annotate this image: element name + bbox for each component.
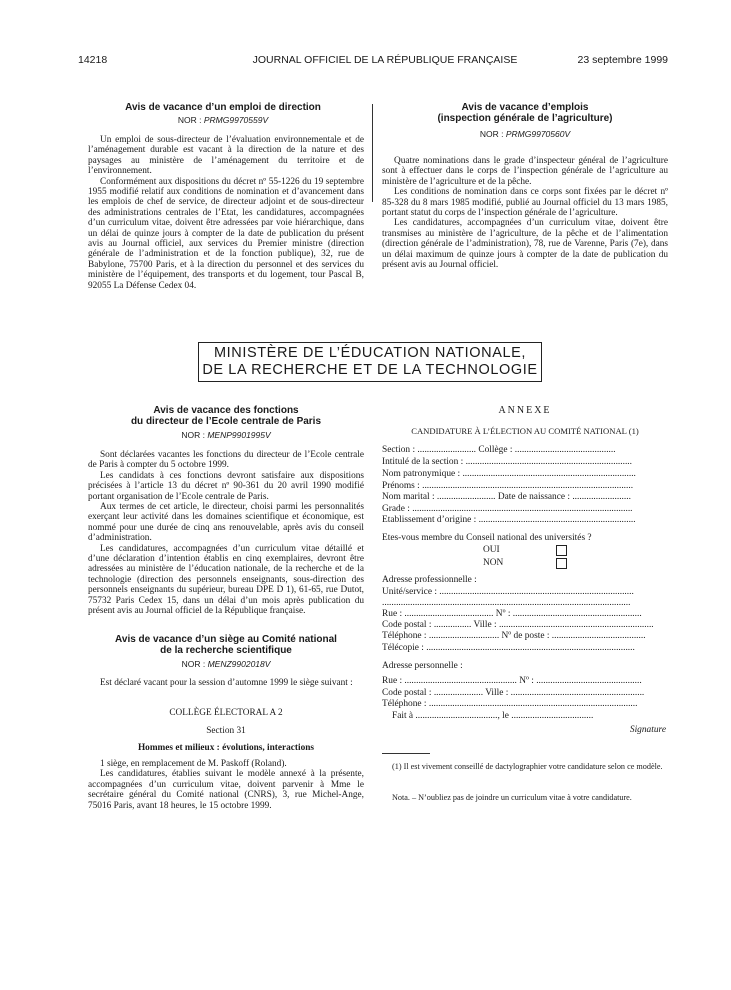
avis4-nor: NOR : MENZ9902018V <box>181 659 271 669</box>
avis2-paragraph: Quatre nominations dans le grade d’inspecteur général de l’agriculture sont à effectuer dans le corps de l’inspection générale de l’agriculture au ministère de l’agriculture et de la pêche. <box>382 156 668 187</box>
journal-title: JOURNAL OFFICIEL DE LA RÉPUBLIQUE FRANÇAISE <box>252 54 518 66</box>
avis3-paragraph: Les candidatures, accompagnées d’un curriculum vitae détaillé et d’une déclaration d’intention établis en cinq exemplaires, devront être adressées au ministère de l’éducation nationale, de la recherche et de la technologie (direction des personnels enseignants, sous-direction des personnels enseignants du supérieur, bureau DPE D 1), 61-65, rue Dutot, 75732 Paris Cedex 15, dans un délai d’un mois après publication du présent avis au Journal officiel de la République française. <box>88 543 364 617</box>
avis3-paragraph: Sont déclarées vacantes les fonctions du directeur de l’Ecole centrale de Paris à compter du 5 octobre 1999. <box>88 450 364 471</box>
avis3-paragraph: Aux termes de cet article, le directeur, choisi parmi les personnalités exerçant leur activité dans les domaines scientifique et économique, est nommé pour une durée de cinq ans renouvelable, après avis du conseil d’administration. <box>88 502 364 544</box>
avis4-body <box>88 759 364 811</box>
avis4-nor-code: MENZ9902018V <box>207 659 271 669</box>
form-row-fait[interactable]: Fait à ..................................., le ................................... <box>392 711 594 721</box>
avis4-title: Avis de vacance d’un siège au Comité national de la recherche scientifique <box>115 634 337 656</box>
oui-checkbox[interactable] <box>556 545 567 556</box>
non-label: NON <box>483 558 504 568</box>
avis4-section: Section 31 <box>206 726 246 736</box>
avis2-body <box>382 156 668 270</box>
cnu-question: Etes-vous membre du Conseil national des universités ? <box>382 533 592 543</box>
avis1-nor: NOR : PRMG9970559V <box>177 115 269 125</box>
form-row-grade[interactable]: Grade : .............................................................................................. <box>382 504 633 514</box>
avis1-paragraph: Conformément aux dispositions du décret nº 55-1226 du 19 septembre 1955 modifié relatif aux conditions de nomination et d’avancement dans les emplois de chef de service, de directeur adjoint et de sous-directeur des administrations centrales de l’Etat, les candidatures, accompagnées d’un curriculum vitae, doivent être adressées par voie hiérarchique, dans un délai de quinze jours à compter de la date de publication du présent avis au Journal officiel, aux services du Premier ministre (direction générale de l’administration et de la fonction publique), 32, rue de Babylone, 75700 Paris, et à la direction du personnel et des services du ministère de l’équipement, des transports et du logement, tour Pascal B, 92055 La Défense Cedex 04. <box>88 176 364 291</box>
avis3-nor-code: MENP9901995V <box>207 430 271 440</box>
form-row-prenoms[interactable]: Prénoms : .......................................................................................... <box>382 481 634 491</box>
signature-label: Signature <box>629 725 666 735</box>
avis3-title: Avis de vacance des fonctions du directeur de l’Ecole centrale de Paris <box>130 405 322 427</box>
avis1-title: Avis de vacance d’un emploi de direction <box>125 102 321 113</box>
avis4-paragraph: 1 siège, en remplacement de M. Paskoff (Roland). <box>100 759 287 769</box>
avis2-title: Avis de vacance d’emplois (inspection générale de l’agriculture) <box>437 102 613 124</box>
annexe-title: ANNEXE <box>498 405 552 416</box>
form-row-pro-code-postal[interactable]: Code postal : ................ Ville : .................................................................. <box>382 620 654 630</box>
form-row-pro-telephone[interactable]: Téléphone : .............................. Nº de poste : ........................................ <box>382 631 646 641</box>
ministry-heading-box <box>198 342 542 382</box>
avis4-college: COLLÈGE ÉLECTORAL A 2 <box>169 708 283 718</box>
non-checkbox[interactable] <box>556 558 567 569</box>
avis4-intro: Est déclaré vacant pour la session d’automne 1999 le siège suivant : <box>100 678 353 688</box>
form-row-perso-rue[interactable]: Rue : ................................................ Nº : ............................................. <box>382 676 642 686</box>
column-divider <box>372 104 373 202</box>
annexe-subtitle: CANDIDATURE À L’ÉLECTION AU COMITÉ NATIONAL (1) <box>411 426 639 436</box>
avis3-body <box>88 450 364 617</box>
avis2-nor-code: PRMG9970560V <box>505 129 571 139</box>
form-row-intitule[interactable]: Intitulé de la section : ....................................................................... <box>382 457 632 467</box>
page-number: 14218 <box>78 54 108 66</box>
avis3-paragraph: Les candidats à ces fonctions devront satisfaire aux dispositions précisées à l’article 13 du décret nº 90-361 du 20 avril 1990 modifié portant organisation de l’Ecole centrale de Paris. <box>88 470 364 502</box>
footnote-rule <box>382 753 430 754</box>
avis2-paragraph: Les candidatures, accompagnées d’un curriculum vitae, doivent être transmises au ministère de l’agriculture, de la pêche et de l’alimentation (direction générale de l’administration), 78, rue de Varenne, Paris (7e), dans un délai maximum de quinze jours à compter de la date de publication du présent avis au Journal officiel. <box>382 218 668 271</box>
form-row-perso-telephone[interactable]: Téléphone : ......................................................................................... <box>382 699 638 709</box>
form-row-unite-cont[interactable]: .......................................................................................................... <box>382 598 631 608</box>
nota: Nota. – N’oubliez pas de joindre un curriculum vitae à votre candidature. <box>392 793 632 802</box>
avis3-nor: NOR : MENP9901995V <box>181 430 271 440</box>
avis4-paragraph: Les candidatures, établies suivant le modèle annexé à la présente, accompagnées d’un curriculum vitae, doivent parvenir à Mme le secrétaire général du Comité national (CNRS), 3, rue Michel-Ange, 75016 Paris, avant 18 heures, le 15 octobre 1999. <box>88 769 364 811</box>
form-row-nom[interactable]: Nom patronymique : .......................................................................... <box>382 469 636 479</box>
form-row-unite[interactable]: Unité/service : ................................................................................... <box>382 587 634 597</box>
perso-address-title: Adresse personnelle : <box>382 661 463 671</box>
form-row-pro-rue[interactable]: Rue : ...................................... Nº : ....................................................... <box>382 609 642 619</box>
avis2-nor: NOR : PRMG9970560V <box>479 129 571 139</box>
oui-label: OUI <box>483 545 500 555</box>
avis2-paragraph: Les conditions de nomination dans ce corps sont fixées par le décret nº 85-328 du 8 mars 1985 modifié, publié au Journal officiel du 13 mars 1985, portant statut du corps de l’inspection générale de l’agriculture. <box>382 187 668 219</box>
ministry-line1: MINISTÈRE DE L’ÉDUCATION NATIONALE, <box>213 345 527 361</box>
footnote: (1) Il est vivement conseillé de dactylographier votre candidature selon ce modèle. <box>392 762 663 771</box>
avis1-body <box>88 135 364 291</box>
pro-address-title: Adresse professionnelle : <box>382 575 477 585</box>
avis4-section-title: Hommes et milieux : évolutions, interactions <box>137 743 315 753</box>
avis1-nor-code: PRMG9970559V <box>203 115 269 125</box>
issue-date: 23 septembre 1999 <box>577 54 668 66</box>
form-row-telecopie[interactable]: Télécopie : ......................................................................................... <box>382 643 635 653</box>
form-row-section[interactable]: Section : ......................... Collège : ........................................... <box>382 445 616 455</box>
form-row-nom-marital[interactable]: Nom marital : ......................... Date de naissance : ......................... <box>382 492 631 502</box>
form-row-etablissement[interactable]: Etablissement d’origine : ................................................................... <box>382 515 636 525</box>
avis1-paragraph: Un emploi de sous-directeur de l’évaluation environnementale et de l’aménagement durable est vacant à la direction de la nature et des paysages au ministère de l’aménagement du territoire et de l’environnement. <box>88 135 364 177</box>
ministry-line2: DE LA RECHERCHE ET DE LA TECHNOLOGIE <box>202 362 538 378</box>
form-row-perso-code-postal[interactable]: Code postal : ..................... Ville : ......................................................... <box>382 688 645 698</box>
